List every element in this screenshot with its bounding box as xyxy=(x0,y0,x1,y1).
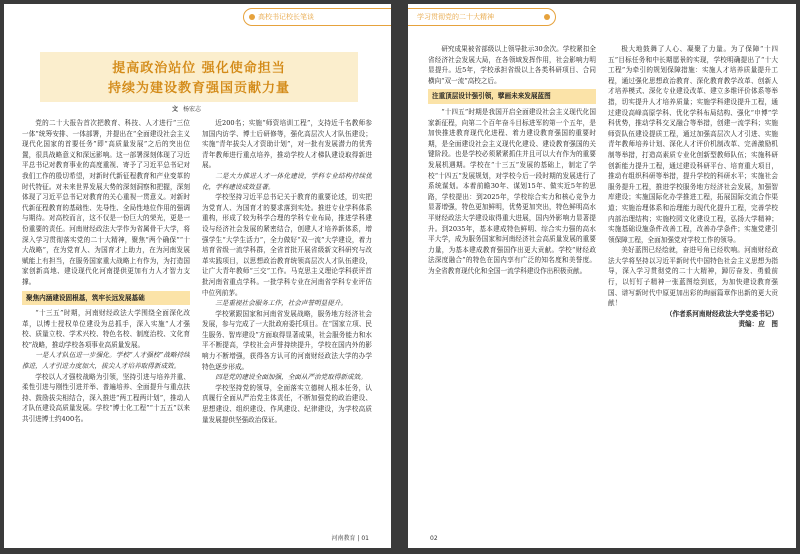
byline-label: 文 xyxy=(172,106,179,113)
page-footer: 02 xyxy=(430,535,438,542)
body-paragraph: 学校坚持党的领导，全面落实立德树人根本任务，认真履行全面从严治党主体责任，不断加强党的政治建设、思想建设、组织建设、作风建设、纪律建设，为学校高质量发展提供坚强政治保证。 xyxy=(202,383,372,424)
byline xyxy=(172,104,201,113)
body-paragraph: 学校坚持习近平总书记关于教育的重要论述，切实把为党育人、为国育才的要求落到实处。推进专业学科体系重构，形成了较为科学合理的学科专业布局，推进学科建设与经济社会发展的紧密结合，创建人才培养新体系，增强学生“大学生活力”，全力做好“双一流”大学建设，着力培育省级一流学科群，全省首批开展省级新文科研究与改革实践项目，以思想政治教育统领高层次人才队伍建设，让广大青年教师“三交”工作。马克思主义理论学科获评首批河南省重点学科。一批学科专业在河南省学科专业评估中位列前茅。 xyxy=(202,193,372,297)
section-ribbon-label: 学习贯彻党的二十大精神 xyxy=(417,13,494,21)
right-column-2 xyxy=(608,44,778,528)
section-ribbon-label: 高校书记校长笔谈 xyxy=(258,13,314,21)
article-title-line-1: 提高政治站位 强化使命担当 xyxy=(112,61,286,76)
body-paragraph: 学校以人才强校战略为引领，坚持引进与培养并重、柔性引进与刚性引进并举、普遍培养、全面提升与重点扶持、鼓励拔尖相结合，深入推进“两工程两计划”，推动人才队伍建设高质量发展。学校“博士化工程”“十五五”以来共引进博士约400名。 xyxy=(22,372,190,424)
body-paragraph: 近200名；实施“师资培训工程”，支持近千名教师参加国内访学、博士后研修等，强化高层次人才队伍建设；实施“青年拔尖人才资助计划”，对一批有发展潜力的优秀青年教师进行重点培养，推动学校人才梯队建设取得新进展。 xyxy=(202,119,372,170)
author-note: （作者系河南财经政法大学党委书记） xyxy=(665,309,778,318)
body-paragraph: 党的二十大报告首次把教育、科技、人才进行“三位一体”统筹安排、一体部署，并提出在“全面建设社会主义现代化国家的首要任务”即“高质量发展”之后的突出位置，很具战略意义和深远影响。这一部署深刻体现了习近平总书记对教育事业的高度重视、寄予了习近平总书记对我们工作的殷切希望，对新时代新征程教育和产业变革的时代特征。对未来世界发展大势的深刻洞察和把握，深刻体现了习近平总书记对教育的关心重视一贯意义。对新时代新征程教育的基础性、先导性、全局性地位作用的强调与期待。对高校而言，这不仅是一份巨大的荣光，更是一份重要的责任。河南财经政法大学作为省属骨干大学，将深入学习贯彻落实党的二十大精神，聚焦“两个确保”“十大战略”，在为党育人、为国育才上助力，在为河南发展赋能上有担当，在服务国家重大战略上有作为，为打造国家创新高地、建设现代化河南提供更加有力人才智力支撑。 xyxy=(22,119,190,286)
right-column-1 xyxy=(428,44,596,528)
left-column-2 xyxy=(202,118,372,528)
body-paragraph: 美好蓝图已经绘就，奋进号角已经吹响。河南财经政法大学将坚持以习近平新时代中国特色社会主义思想为指导，深入学习贯彻党的二十大精神，踔厉奋发、勇毅前行，以钉钉子精神一张蓝图绘到底，为加快建设教育强国、谱写新时代中原更加出彩的绚丽篇章作出新的更大贡献！ xyxy=(608,246,778,308)
left-page xyxy=(4,4,391,548)
body-paragraph: 学校紧跟国家和河南省发展战略，服务地方经济社会发展，参与完成了一大批政府委托项目。在“国家立项、民生服务、智库建设”方面取得显著成果，社会服务能力和水平不断提高，学校社会声誉持续提升，学校在国内外的影响力不断增强，获得各方认可的河南财经政法大学的办学特色逐步形成。 xyxy=(202,309,372,371)
section-ribbon xyxy=(408,8,556,26)
body-paragraph: 极大地鼓舞了人心、凝聚了力量。为了保障“十四五”目标任务和中长期愿景的实现，学校明确提出了“十大工程”为牵引的规划保障措施：实施人才培养质量提升工程，通过强化思想政治教育、深化教育教学改革、创新人才培养模式、深化专业建设改革、建立多维评价体系等举措，切实提升人才培养质量；实施学科建设提升工程，通过建设高峰高原学科、优化学科布局结构、强化“申博”学科优势，推动学科交叉融合等举措，创建一流学科；实施师资队伍建设提质工程，通过加强高层次人才引进、实施青年教师培养计划、深化人才评价机制改革、完善激励机制等举措，打造高素质专业化创新型教师队伍；实施科研创新能力提升工程，通过建设科研平台、培育重大项目，推动有组织科研等举措，提升学校的科研水平；实施社会服务提升工程，推进学校服务地方经济社会发展，加强智库建设；实施国际化办学推进工程，拓展国际交流合作渠道；实施治理体系和治理能力现代化提升工程，完善学校内部治理结构；实施校园文化建设工程，弘扬大学精神；实施基础设施条件改善工程，改善办学条件；实施党建引领保障工程，全面加强党对学校工作的领导。 xyxy=(608,45,778,244)
ribbon-dot-icon xyxy=(249,14,255,20)
editor-credit: 责编：应 图 xyxy=(738,320,778,329)
subheading-paragraph: 二是大力推进人才一体化建设，学科专业结构持续优化，学科建设成效显著。 xyxy=(202,171,372,191)
section-heading: 聚焦内涵建设固根基，筑牢长远发展基础 xyxy=(22,291,190,306)
subheading-paragraph: 三是重视社会服务工作，社会声誉明显提升。 xyxy=(215,299,348,308)
subheading-paragraph: 一是人才队伍进一步强化。学校“人才强校”战略持续推进，人才引进力度加大，拔尖人才培养取得新成效。 xyxy=(22,351,190,371)
article-title-line-2: 持续为建设教育强国贡献力量 xyxy=(107,81,290,96)
body-paragraph: “十四五”时期是我国开启全面建设社会主义现代化国家新征程，向第二个百年奋斗目标进军的第一个五年，是加快推进教育现代化进程、着力建设教育强国的重要时期，是全面建设社会主义现代化建设、建设教育强国的关键阶段。也是学校必须紧紧抓住并且可以大有作为的重要发展机遇期。学校在“十三五”发展的基础上，制定了学校“十四五”发展规划，对学校今后一段时期的发展进行了系统谋划。本着前瞻30年、谋划15年、做实近5年的思路，学校提出：到2025年，学校综合实力和核心竞争力显著增强，特色更加鲜明，优势更加突出，特色鲜明高水平财经政法大学建设取得重大进展，国内外影响力显著提升。到2035年，基本建成特色鲜明、综合实力强的高水平大学，成为服务国家和河南经济社会高质量发展的重要力量，为基本建成教育强国作出更大贡献。学校“财经政法深度融合”的特色在国内享有广泛的知名度和美誉度。为全省教育现代化和全国一流学科建设作出积极贡献。 xyxy=(428,107,596,275)
left-column-1 xyxy=(22,118,190,528)
body-paragraph: 研究成果被省部级以上领导批示30余次。学校紧扣全省经济社会发展大局，在各领域发挥作用，社会影响力明显提升。近5年，学校承担省级以上各类科研项目、合同横向“双一流”高校之后。 xyxy=(428,45,596,85)
right-page xyxy=(408,4,796,548)
section-ribbon xyxy=(243,8,391,26)
section-heading: 注重顶层设计强引领，擘画未来发展蓝图 xyxy=(428,89,596,104)
page-footer: 河南教育 | 01 xyxy=(331,535,369,542)
subheading-paragraph: 四是党的建设全面加强，全面从严治党取得新成效。 xyxy=(215,373,367,382)
body-paragraph: “十三五”时期，河南财经政法大学围绕全面深化改革，以博士授权单位建设为总抓手，深入实施“人才强校、质量立校、学术兴校、特色名校、制度治校、文化育校”战略，推动学校各项事业高质量发展。 xyxy=(22,309,190,349)
ribbon-dot-icon xyxy=(544,14,550,20)
byline-author: 杨宏志 xyxy=(182,106,201,113)
